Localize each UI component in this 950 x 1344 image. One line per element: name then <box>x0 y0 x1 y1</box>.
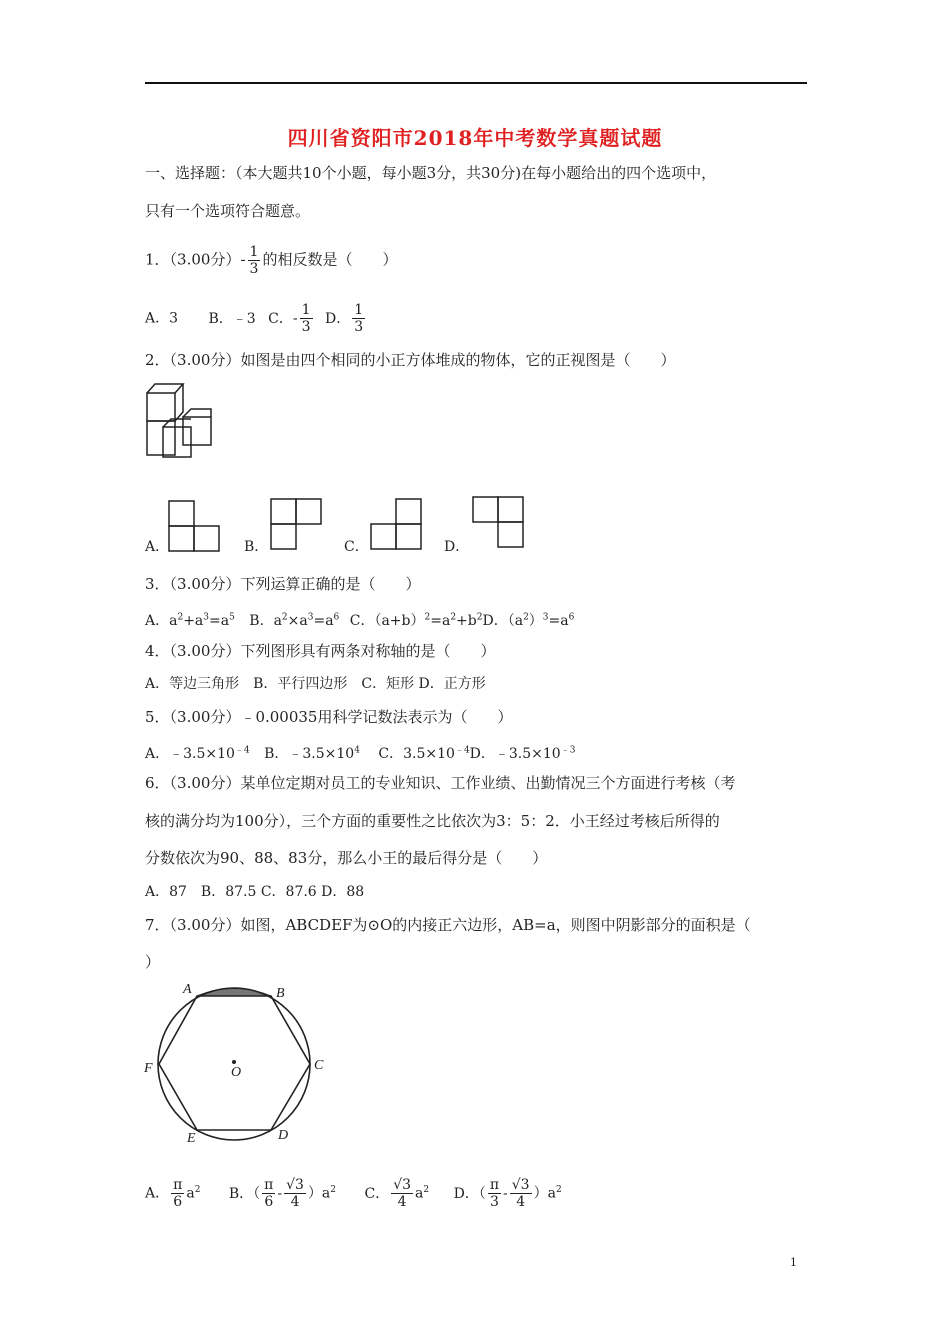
q3-a2s: 3 <box>203 612 210 622</box>
q5-option-d <box>470 746 576 762</box>
q3-a1s: 2 <box>177 612 184 622</box>
q1-option-c-sign: - <box>292 310 298 327</box>
q3-b3s: 6 <box>333 612 340 622</box>
question-6-line1: 6．（3.00分）某单位定期对员工的专业知识、工作业绩、出勤情况三个方面进行考核（考 <box>145 774 736 792</box>
q7-b-minus: - <box>277 1185 283 1202</box>
question-6-line3: 分数依次为90、88、83分，那么小王的最后得分是（ ） <box>145 849 548 867</box>
q1-option-c-fraction <box>300 302 313 335</box>
q7-b-end: ）a <box>307 1185 331 1202</box>
q3-option-b <box>249 613 339 629</box>
q7-option-b-label: B．（ <box>228 1185 261 1202</box>
q5-a: A．﹣3.5×10 <box>145 745 235 762</box>
q2-option-c-label: C． <box>344 539 369 555</box>
q7-d-num1: π <box>489 1177 500 1193</box>
q1-c-den: 3 <box>301 319 311 335</box>
q7-d-den2: 4 <box>516 1194 526 1210</box>
label-e: E <box>187 1131 196 1146</box>
q1-option-a: A．3 <box>145 310 179 327</box>
q7-a-num: π <box>173 1177 183 1193</box>
q7-options <box>145 1177 562 1210</box>
q1-fraction <box>248 244 261 277</box>
question-3: 3．（3.00分）下列运算正确的是（ ） <box>145 575 421 593</box>
q7-b-den1: 6 <box>264 1194 274 1210</box>
q7-c-var: a <box>415 1185 424 1202</box>
q7-d-frac2 <box>510 1177 532 1210</box>
question-2: 2．（3.00分）如图是由四个相同的小正方体堆成的物体，它的正视图是（ ） <box>145 351 676 369</box>
q6-options: A．87 B．87.5 C．87.6 D．88 <box>145 884 365 900</box>
question-7-line2: ） <box>145 953 161 971</box>
q5-option-a <box>145 746 250 762</box>
question-7-line1: 7．（3.00分）如图，ABCDEF为⊙O的内接正六边形，AB=a，则图中阴影部分的面积是（ <box>145 916 751 934</box>
label-d: D <box>278 1128 289 1143</box>
q1-c-num: 1 <box>301 302 311 318</box>
q2-option-c-figure <box>370 498 422 550</box>
q5-c: C．3.5×10 <box>378 745 455 762</box>
q3-a2: +a <box>183 612 204 629</box>
header-rule <box>145 82 807 84</box>
q2-cube-figure <box>145 381 215 461</box>
q3-option-c <box>350 613 483 629</box>
label-o: O <box>231 1065 242 1080</box>
page-number: 1 <box>790 1256 797 1269</box>
q1-option-c-label: C． <box>268 310 293 327</box>
section-instructions-line2: 只有一个选项符合题意。 <box>145 202 311 220</box>
q3-d2s: 3 <box>542 612 549 622</box>
q7-a-var: a <box>186 1185 195 1202</box>
q7-d-exp: 2 <box>555 1184 562 1195</box>
q3-d2: ） <box>528 612 543 629</box>
q7-a-den: 6 <box>173 1194 183 1210</box>
q7-b-frac2 <box>284 1177 306 1210</box>
q5-as: ﹣4 <box>234 745 250 755</box>
q7-hexagon-figure <box>140 976 340 1148</box>
q3-a1: A．a <box>145 612 178 629</box>
q2-option-b-label: B． <box>244 539 269 555</box>
q3-a3s: 5 <box>229 612 235 622</box>
q3-b3: =a <box>313 612 334 629</box>
q2-option-d-label: D． <box>444 539 470 555</box>
q5-ds: ﹣3 <box>560 745 576 755</box>
label-f: F <box>144 1061 153 1076</box>
label-b: B <box>276 986 285 1001</box>
q3-b1: B．a <box>249 612 282 629</box>
q7-d-den1: 3 <box>489 1194 499 1210</box>
q3-b2: ×a <box>287 612 308 629</box>
q1-minus: - <box>240 250 246 269</box>
q1-den: 3 <box>249 261 259 277</box>
q3-option-d <box>482 613 574 629</box>
q1-num: 1 <box>249 244 259 260</box>
q3-d3s: 6 <box>568 612 575 622</box>
q3-d1: D．（a <box>482 612 524 629</box>
q7-d-end: ）a <box>533 1185 556 1202</box>
q1-option-d-fraction <box>352 302 365 335</box>
question-1 <box>145 244 397 277</box>
q1-option-b: B．﹣3 <box>208 310 256 327</box>
q7-c-num: √3 <box>393 1177 412 1193</box>
question-6-line2: 核的满分均为100分），三个方面的重要性之比依次为3：5：2．小王经过考核后所得的 <box>145 812 720 830</box>
q3-b1s: 2 <box>281 612 288 622</box>
q3-options <box>145 607 574 631</box>
q7-option-d-label: D．（ <box>453 1185 486 1202</box>
q7-b-num1: π <box>264 1177 274 1193</box>
q7-c-fraction <box>391 1177 413 1210</box>
q7-b-den2: 4 <box>290 1194 300 1210</box>
q3-c2s: 2 <box>450 612 457 622</box>
q1-option-d-label: D． <box>324 310 351 327</box>
q1-suffix: 的相反数是（ ） <box>262 250 398 269</box>
q3-c3s: 2 <box>476 612 483 622</box>
q3-d1s: 2 <box>523 612 529 622</box>
section-instructions-line1: 一、选择题：（本大题共10个小题，每小题3分，共30分)在每小题给出的四个选项中， <box>145 164 717 182</box>
q3-d3: =a <box>548 612 569 629</box>
q7-option-a-label: A． <box>145 1185 170 1202</box>
q2-option-a-label: A． <box>145 539 170 555</box>
page-title: 四川省资阳市2018年中考数学真题试题 <box>287 126 663 150</box>
q1-prefix: 1．（3.00分） <box>145 250 241 269</box>
q3-c1: C．（a+b） <box>349 612 425 629</box>
q5-b: B．﹣3.5×10 <box>264 745 355 762</box>
q3-a3: =a <box>209 612 230 629</box>
q2-option-a-figure <box>168 500 220 552</box>
q7-option-c-label: C． <box>364 1185 390 1202</box>
q5-bs: 4 <box>354 745 360 755</box>
question-4: 4．（3.00分）下列图形具有两条对称轴的是（ ） <box>145 642 496 660</box>
q2-option-b-figure <box>270 498 322 550</box>
q7-c-den: 4 <box>397 1194 407 1210</box>
q1-d-num: 1 <box>354 302 364 318</box>
q3-b2s: 3 <box>307 612 314 622</box>
q5-options <box>145 740 575 764</box>
q5-cs: ﹣4 <box>454 745 470 755</box>
label-c: C <box>314 1058 324 1073</box>
q2-option-d-figure <box>472 496 524 548</box>
q1-d-den: 3 <box>354 319 364 335</box>
q7-c-exp: 2 <box>423 1184 430 1195</box>
q7-a-exp: 2 <box>194 1184 201 1195</box>
q5-option-b <box>264 746 360 762</box>
q7-d-frac1 <box>488 1177 501 1210</box>
q7-b-exp: 2 <box>330 1184 337 1195</box>
q4-options: A．等边三角形 B．平行四边形 C．矩形 D．正方形 <box>145 676 486 692</box>
q3-c3: +b <box>456 612 477 629</box>
q7-d-minus: - <box>503 1185 508 1202</box>
q7-b-frac1 <box>262 1177 275 1210</box>
question-5: 5．（3.00分）﹣0.00035用科学记数法表示为（ ） <box>145 708 513 726</box>
q5-d: D．﹣3.5×10 <box>469 745 561 762</box>
label-a: A <box>183 982 192 997</box>
q3-c2: =a <box>430 612 451 629</box>
q3-c1s: 2 <box>424 612 431 622</box>
q7-a-fraction <box>171 1177 184 1210</box>
q1-options <box>145 302 367 335</box>
q3-option-a <box>145 613 235 629</box>
q7-d-num2: √3 <box>511 1177 530 1193</box>
q7-b-num2: √3 <box>286 1177 304 1193</box>
q5-option-c <box>378 746 469 762</box>
